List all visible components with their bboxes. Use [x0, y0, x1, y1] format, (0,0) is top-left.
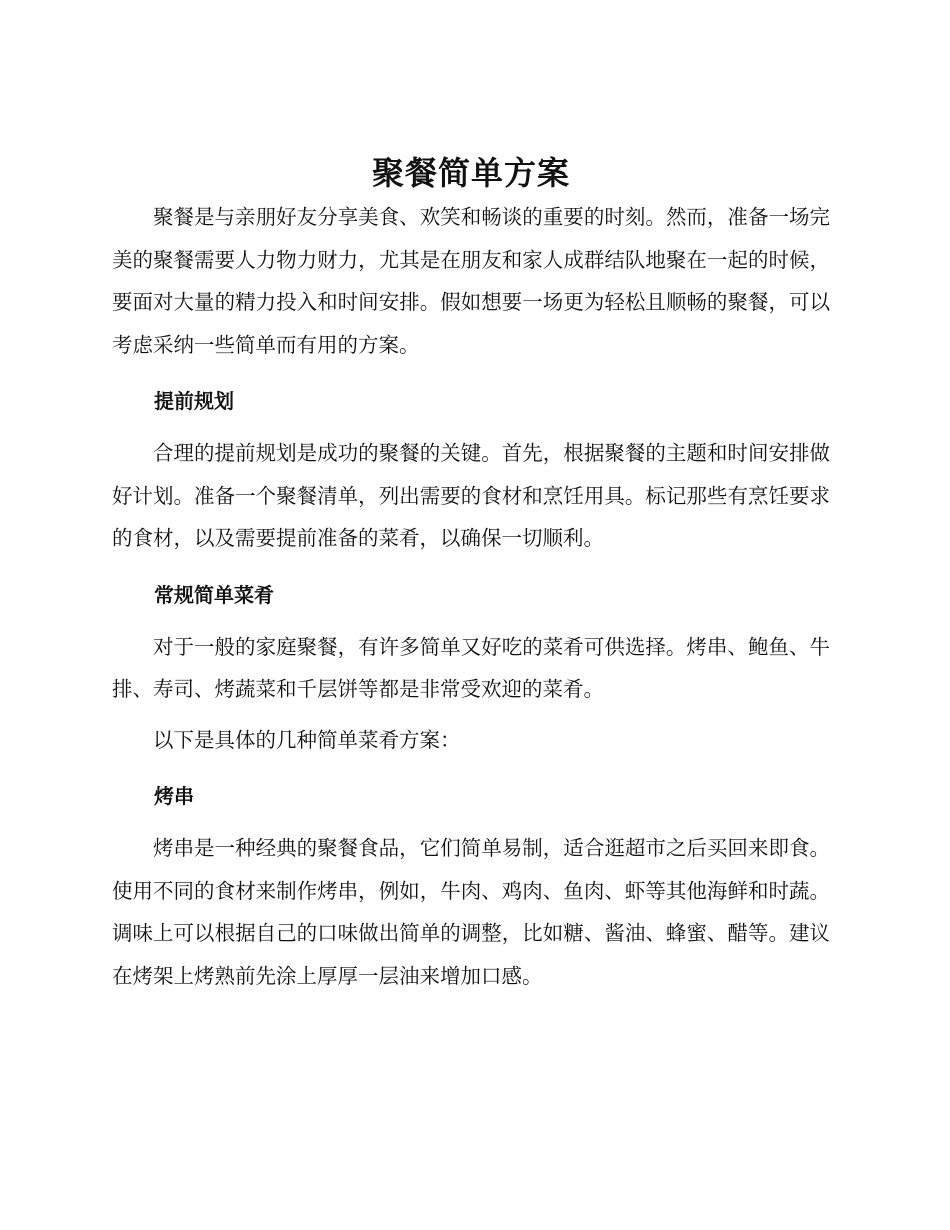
section-heading-simple-dishes: 常规简单菜肴 [154, 582, 274, 607]
document-page [112, 150, 830, 997]
section-heading-planning: 提前规划 [154, 389, 234, 413]
simple-dishes-paragraph: 对于一般的家庭聚餐，有许多简单又好吃的菜肴可供选择。烤串、鲍鱼、牛排、寿司、烤蔬菜和千层饼等都是非常受欢迎的菜肴。 [112, 634, 830, 701]
section-heading-skewers: 烤串 [154, 784, 194, 808]
skewers-paragraph: 烤串是一种经典的聚餐食品，它们简单易制，适合逛超市之后买回来即食。使用不同的食材来制作烤串，例如，牛肉、鸡肉、鱼肉、虾等其他海鲜和时蔬。调味上可以根据自己的口味做出简单的调整，比如糖、酱油、蜂蜜、醋等。建议在烤架上烤熟前先涂上厚厚一层油来增加口感。 [112, 836, 830, 988]
intro-paragraph: 聚餐是与亲朋好友分享美食、欢笑和畅谈的重要的时刻。然而，准备一场完美的聚餐需要人力物力财力，尤其是在朋友和家人成群结队地聚在一起的时候，要面对大量的精力投入和时间安排。假如想要一场更为轻松且顺畅的聚餐，可以考虑采纳一些简单而有用的方案。 [112, 205, 830, 357]
document-title: 聚餐简单方案 [371, 154, 570, 192]
planning-paragraph: 合理的提前规划是成功的聚餐的关键。首先，根据聚餐的主题和时间安排做好计划。准备一个聚餐清单，列出需要的食材和烹饪用具。标记那些有烹饪要求的食材，以及需要提前准备的菜肴，以确保一切顺利。 [112, 441, 830, 550]
dish-options-intro: 以下是具体的几种简单菜肴方案： [153, 727, 461, 752]
